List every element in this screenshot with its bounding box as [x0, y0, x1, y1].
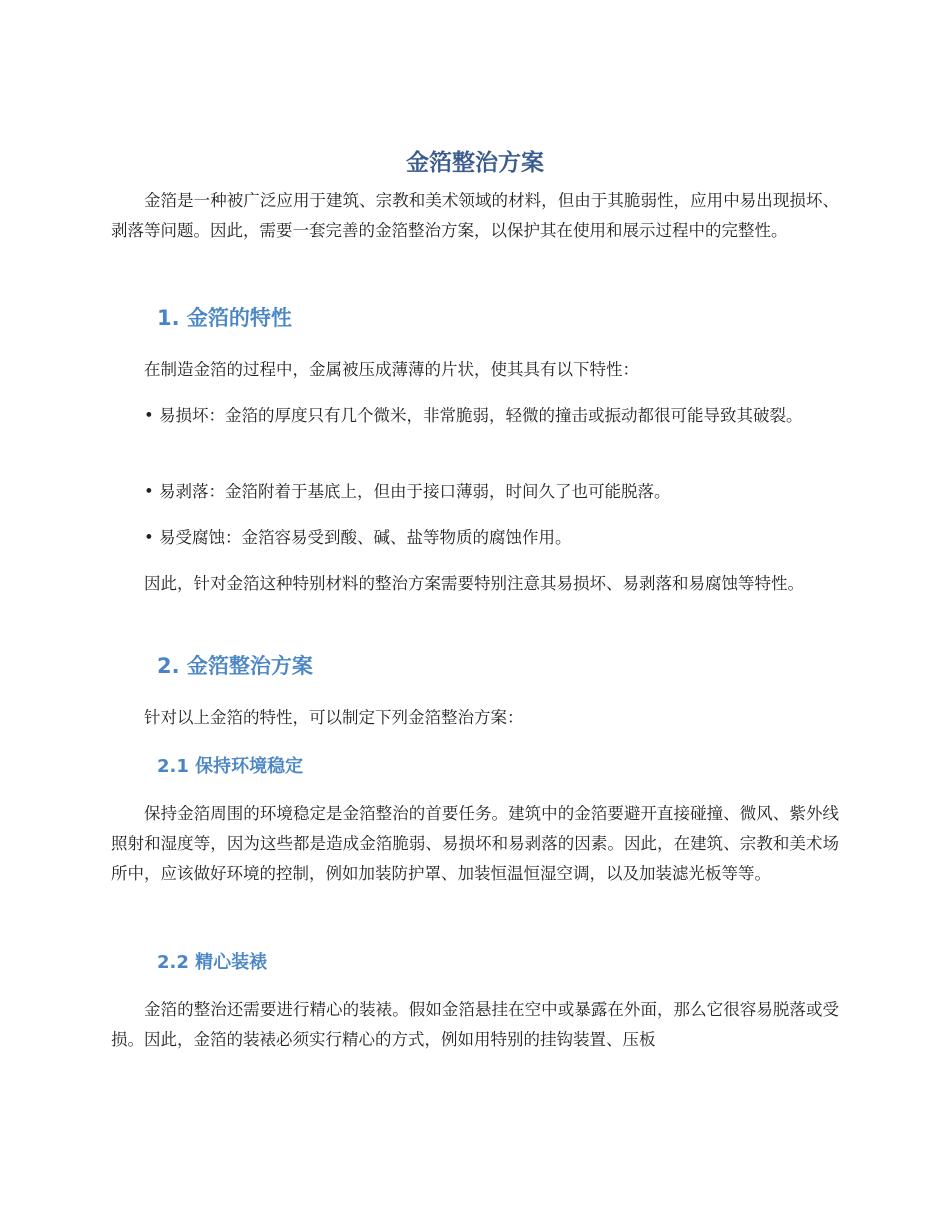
section-1-lead: 在制造金箔的过程中，金属被压成薄薄的片状，使其具有以下特性： [144, 360, 639, 379]
section-2-heading: 2. 金箔整治方案 [157, 654, 313, 678]
subsection-2-2-body: 金箔的整治还需要进行精心的装裱。假如金箔悬挂在空中或暴露在外面，那么它很容易脱落或受损。因此，金箔的装裱必须实行精心的方式，例如用特别的挂钩装置、压板 [111, 1000, 839, 1049]
subsection-2-1-body: 保持金箔周围的环境稳定是金箔整治的首要任务。建筑中的金箔要避开直接碰撞、微风、紫外线照射和湿度等，因为这些都是造成金箔脆弱、易损坏和易剥落的因素。因此，在建筑、宗教和美术场所中，应该做好环境的控制，例如加装防护罩、加装恒温恒湿空调，以及加装滤光板等等。 [111, 804, 839, 883]
section-2-lead: 针对以上金箔的特性，可以制定下列金箔整治方案： [144, 708, 524, 727]
bullet-item: • 易受腐蚀：金箔容易受到酸、碱、盐等物质的腐蚀作用。 [144, 528, 572, 547]
subsection-2-1-heading: 2.1 保持环境稳定 [157, 756, 304, 777]
document-title: 金箔整治方案 [406, 150, 544, 176]
intro-paragraph: 金箔是一种被广泛应用于建筑、宗教和美术领域的材料，但由于其脆弱性，应用中易出现损坏、剥落等问题。因此，需要一套完善的金箔整治方案，以保护其在使用和展示过程中的完整性。 [111, 191, 839, 240]
bullet-item: • 易剥落：金箔附着于基底上，但由于接口薄弱，时间久了也可能脱落。 [144, 482, 671, 501]
section-1-conclusion: 因此，针对金箔这种特别材料的整治方案需要特别注意其易损坏、易剥落和易腐蚀等特性。 [144, 574, 804, 593]
subsection-2-2-heading: 2.2 精心装裱 [157, 952, 268, 973]
bullet-item: • 易损坏：金箔的厚度只有几个微米，非常脆弱，轻微的撞击或振动都很可能导致其破裂。 [144, 406, 803, 425]
section-1-heading: 1. 金箔的特性 [157, 306, 292, 330]
